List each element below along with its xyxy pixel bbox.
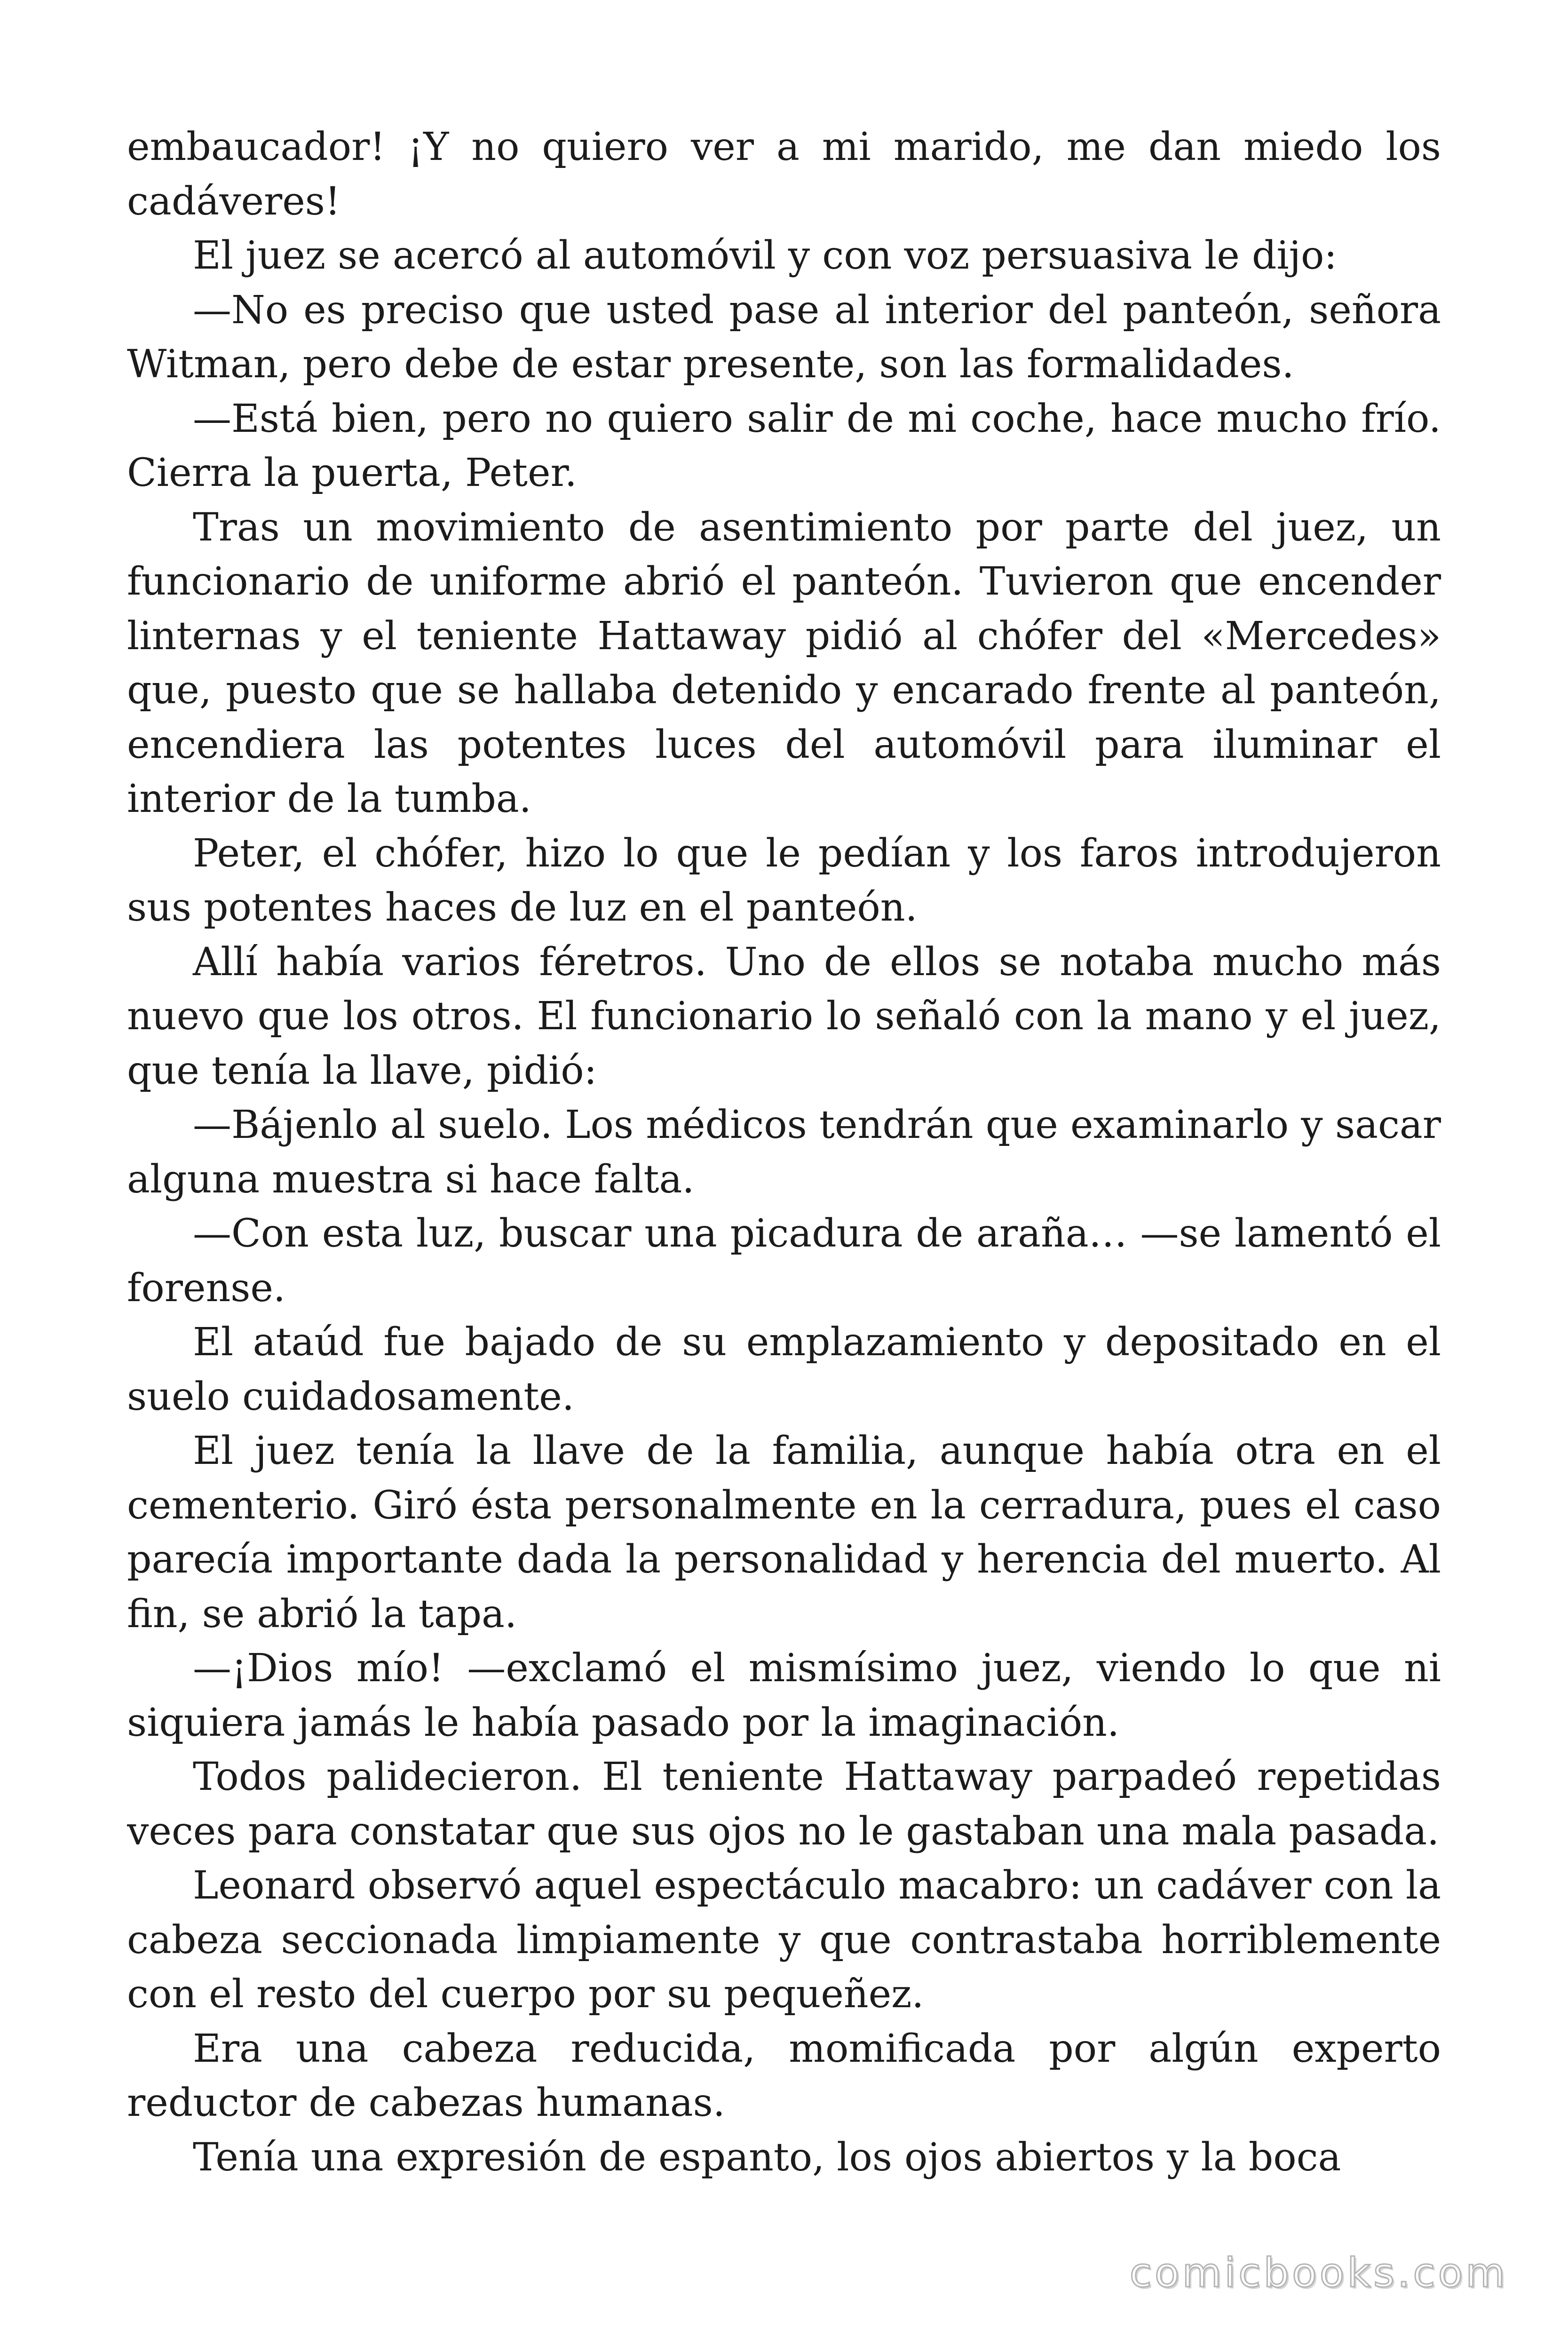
paragraph: Todos palidecieron. El teniente Hattaway parpadeó repetidas veces para constatar que sus ojos no le gastaban una mala pasada. [127, 1755, 1441, 1854]
paragraph: —Bájenlo al suelo. Los médicos tendrán que examinarlo y sacar alguna muestra si hace falta. [127, 1103, 1441, 1202]
paragraph: —¡Dios mío! —exclamó el mismísimo juez, viendo lo que ni siquiera jamás le había pasado por la imaginación. [127, 1646, 1441, 1745]
paragraph: Allí había varios féretros. Uno de ellos se notaba mucho más nuevo que los otros. El funcionario lo señaló con la mano y el juez, que tenía la llave, pidió: [127, 939, 1441, 1093]
paragraph: —No es preciso que usted pase al interior del panteón, señora Witman, pero debe de estar presente, son las formalidades. [127, 287, 1441, 387]
paragraph: Tenía una expresión de espanto, los ojos abiertos y la boca [193, 2135, 1341, 2180]
paragraph-continued: embaucador! ¡Y no quiero ver a mi marido, me dan miedo los cadáveres! [127, 125, 1441, 224]
paragraph: Tras un movimiento de asentimiento por parte del juez, un funcionario de uniforme abrió el panteón. Tuvieron que encender linternas y el teniente Hattaway pidió al chófer del «Mercedes» que, puesto que se hallaba detenido y encarado frente al panteón, encendiera las potentes luces del automóvil para iluminar el interior de la tumba. [127, 505, 1441, 821]
paragraph: El ataúd fue bajado de su emplazamiento y depositado en el suelo cuidadosamente. [127, 1320, 1441, 1419]
paragraph: Peter, el chófer, hizo lo que le pedían y los faros introdujeron sus potentes haces de luz en el panteón. [127, 831, 1441, 930]
paragraph: Era una cabeza reducida, momificada por algún experto reductor de cabezas humanas. [127, 2026, 1441, 2125]
body-text [127, 120, 1441, 2185]
paragraph: Leonard observó aquel espectáculo macabro: un cadáver con la cabeza seccionada limpiamente y que contrastaba horriblemente con el resto del cuerpo por su pequeñez. [127, 1863, 1441, 2017]
watermark-logo: comicbooks.com [1129, 2249, 1508, 2296]
paragraph: El juez se acercó al automóvil y con voz persuasiva le dijo: [193, 233, 1337, 278]
paragraph: —Con esta luz, buscar una picadura de araña… —se lamentó el forense. [127, 1211, 1441, 1311]
paragraph: —Está bien, pero no quiero salir de mi coche, hace mucho frío. Cierra la puerta, Peter. [127, 396, 1441, 495]
book-page [127, 120, 1441, 2246]
paragraph: El juez tenía la llave de la familia, aunque había otra en el cementerio. Giró ésta personalmente en la cerradura, pues el caso parecía importante dada la personalidad y herencia del muerto. Al fin, se abrió la tapa. [127, 1429, 1441, 1637]
